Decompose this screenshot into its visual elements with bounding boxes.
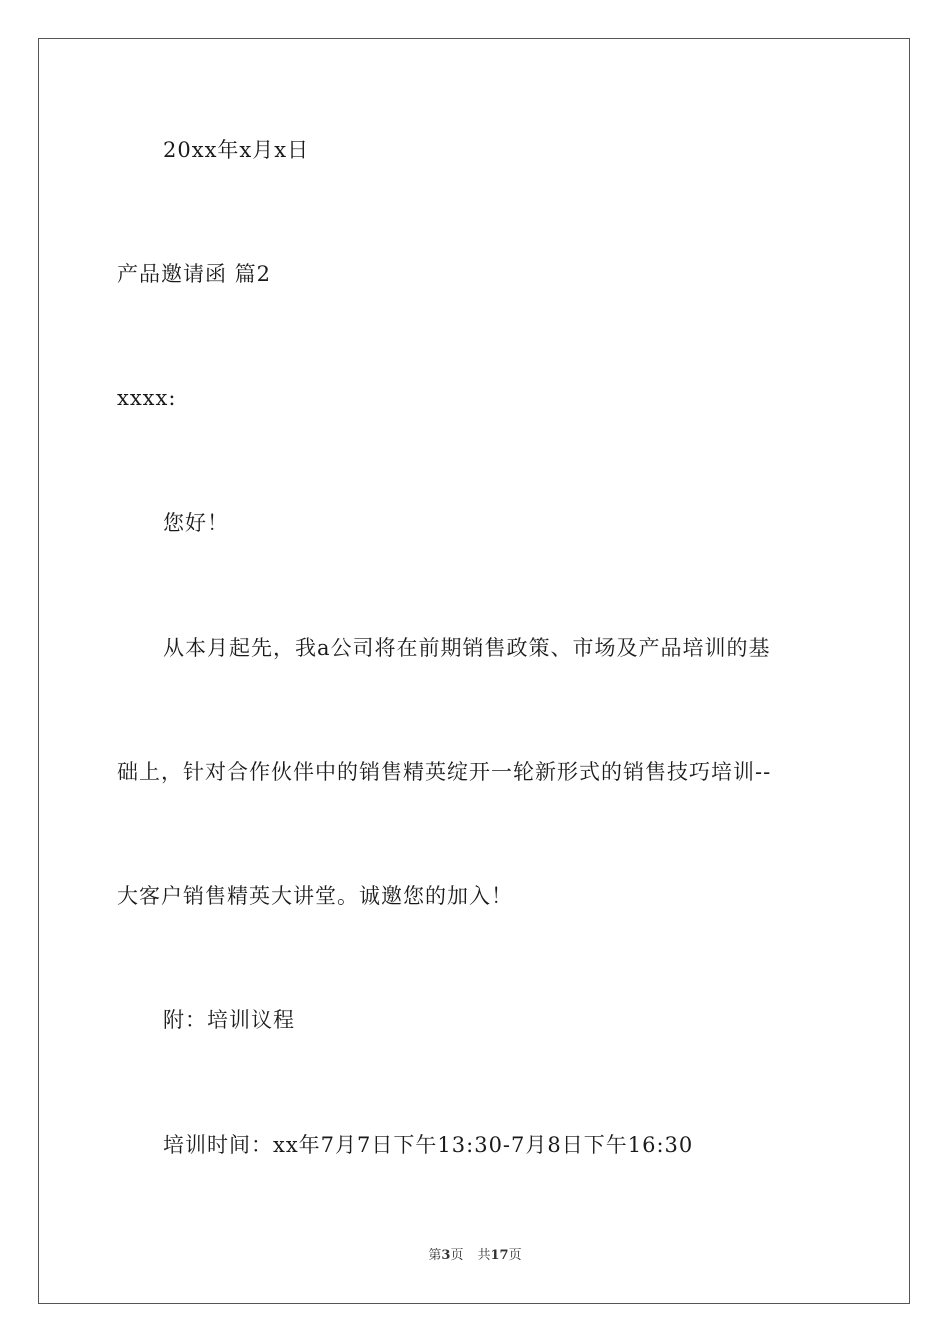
salutation: xxxx: <box>117 386 177 410</box>
footer-page-number: 3 <box>441 1248 451 1263</box>
date-line: 20xx年x月x日 <box>163 138 310 162</box>
footer-page-suffix: 页 <box>450 1248 464 1263</box>
footer-total-suffix: 页 <box>508 1248 522 1263</box>
body-paragraph-line-2: 础上，针对合作伙伴中的销售精英绽开一轮新形式的销售技巧培训-- <box>117 760 772 784</box>
training-time: 培训时间：xx年7月7日下午13:30-7月8日下午16:30 <box>163 1133 694 1157</box>
body-paragraph-line-1: 从本月起先，我a公司将在前期销售政策、市场及产品培训的基 <box>163 636 771 660</box>
footer-total-prefix: 共 <box>477 1248 491 1263</box>
body-paragraph-line-3: 大客户销售精英大讲堂。诚邀您的加入！ <box>117 884 513 908</box>
page-footer <box>0 1247 950 1265</box>
section-heading: 产品邀请函 篇2 <box>117 262 272 286</box>
footer-total-pages: 17 <box>490 1248 509 1263</box>
footer-page-prefix: 第 <box>428 1248 442 1263</box>
page-frame <box>38 38 910 1304</box>
attachment-heading: 附：培训议程 <box>163 1008 295 1032</box>
greeting: 您好！ <box>163 511 229 535</box>
